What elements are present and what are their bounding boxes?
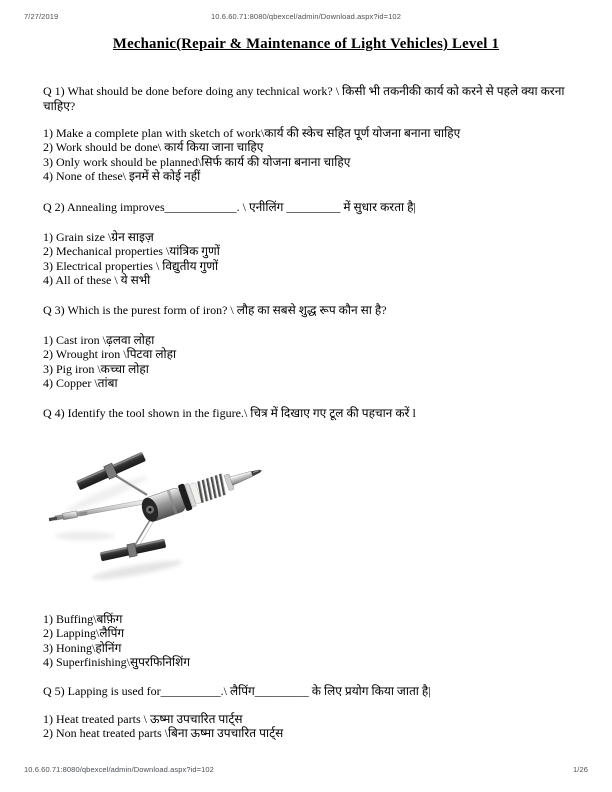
q2-option-4: 4) All of these \ ये सभी bbox=[43, 273, 151, 288]
q1-option-4: 4) None of these\ इनमें से कोई नहीं bbox=[43, 169, 201, 184]
question-5-text: Q 5) Lapping is used for__________.\ लैपिंग_________ के लिए प्रयोग किया जाता है| bbox=[43, 684, 431, 698]
question-4-figure bbox=[43, 446, 573, 606]
q3-option-2: 2) Wrought iron \पिटवा लोहा bbox=[43, 347, 177, 362]
question-2-options bbox=[43, 230, 575, 288]
q5-option-2: 2) Non heat treated parts \बिना ऊष्मा उपचारित पार्ट्स bbox=[43, 726, 284, 741]
q2-option-1: 1) Grain size \ग्रेन साइज़ bbox=[43, 230, 154, 244]
question-3-text: Q 3) Which is the purest form of iron? \ लौह का सबसे शुद्ध रूप कौन सा है? bbox=[43, 303, 387, 317]
footer-url: 10.6.60.71:8080/qbexcel/admin/Download.aspx?id=102 bbox=[24, 765, 214, 774]
q5-option-1: 1) Heat treated parts \ ऊष्मा उपचारित पार्ट्स bbox=[43, 712, 243, 726]
q3-option-3: 3) Pig iron \कच्चा लोहा bbox=[43, 361, 149, 376]
q4-option-3: 3) Honing\होनिंग bbox=[43, 640, 122, 655]
q2-option-3: 3) Electrical properties \ विद्युतीय गुणों bbox=[43, 258, 219, 273]
page-title: Mechanic(Repair & Maintenance of Light Vehicles) Level 1 bbox=[112, 36, 500, 52]
header-url: 10.6.60.71:8080/qbexcel/admin/Download.aspx?id=102 bbox=[211, 12, 401, 21]
footer-page-number: 1/26 bbox=[573, 765, 588, 774]
q2-option-2: 2) Mechanical properties \यांत्रिक गुणों bbox=[43, 244, 220, 259]
q4-option-2: 2) Lapping\लैपिंग bbox=[43, 626, 125, 641]
q1-option-1: 1) Make a complete plan with sketch of work\कार्य की स्केच सहित पूर्ण योजना बनाना चाहिए bbox=[43, 126, 461, 140]
q3-option-1: 1) Cast iron \ढ़लवा लोहा bbox=[43, 333, 155, 347]
q1-option-2: 2) Work should be done\ कार्य किया जाना चाहिए bbox=[43, 140, 264, 155]
q4-option-1: 1) Buffing\बफ़िंग bbox=[43, 612, 123, 626]
question-2-text: Q 2) Annealing improves____________. \ एनीलिंग _________ में सुधार करता है| bbox=[43, 200, 416, 214]
q3-option-4: 4) Copper \तांबा bbox=[43, 376, 118, 391]
question-3-options bbox=[43, 333, 575, 391]
question-4-options bbox=[43, 612, 575, 670]
question-1-text: Q 1) What should be done before doing any technical work? \ किसी भी तकनीकी कार्य को करने से पहले क्या करना चाहिए? bbox=[43, 84, 565, 113]
question-4-text: Q 4) Identify the tool shown in the figure.\ चित्र में दिखाए गए टूल की पहचान करें l bbox=[43, 406, 416, 420]
q4-option-4: 4) Superfinishing\सुपरफिनिशिंग bbox=[43, 655, 190, 670]
cylinder-hone-tool-image bbox=[43, 446, 333, 604]
header-date: 7/27/2019 bbox=[24, 12, 59, 21]
question-1-options bbox=[43, 126, 575, 184]
question-5-options bbox=[43, 712, 575, 741]
q1-option-3: 3) Only work should be planned\सिर्फ कार्य की योजना बनाना चाहिए bbox=[43, 154, 351, 169]
